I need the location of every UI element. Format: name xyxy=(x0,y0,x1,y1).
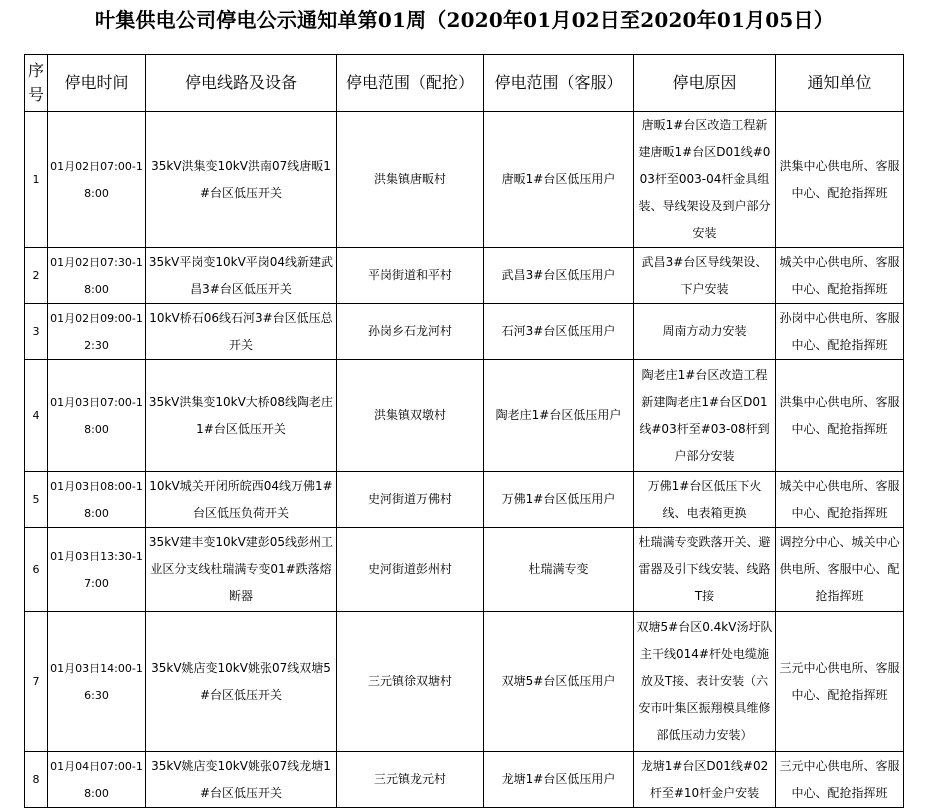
table-row xyxy=(25,612,904,752)
cell-line: 10kV桥石06线石河3#台区低压总开关 xyxy=(146,304,337,360)
table-row xyxy=(25,472,904,528)
cell-time: 01月03日13:30-17:00 xyxy=(48,528,146,612)
cell-notify: 三元中心供电所、客服中心、配抢指挥班 xyxy=(776,752,904,808)
cell-seq: 2 xyxy=(25,248,48,304)
cell-line: 35kV洪集变10kV洪南07线唐畈1#台区低压开关 xyxy=(146,112,337,248)
cell-area-service: 石河3#台区低压用户 xyxy=(484,304,634,360)
header-reason: 停电原因 xyxy=(634,55,776,112)
cell-reason: 周南方动力安装 xyxy=(634,304,776,360)
cell-seq: 3 xyxy=(25,304,48,360)
cell-area-repair: 平岗街道和平村 xyxy=(337,248,484,304)
cell-notify: 调控分中心、城关中心供电所、客服中心、配抢指挥班 xyxy=(776,528,904,612)
cell-area-service: 杜瑞满专变 xyxy=(484,528,634,612)
cell-seq: 1 xyxy=(25,112,48,248)
cell-area-repair: 孙岗乡石龙河村 xyxy=(337,304,484,360)
cell-area-repair: 史河街道彭州村 xyxy=(337,528,484,612)
cell-area-repair: 洪集镇唐畈村 xyxy=(337,112,484,248)
cell-reason: 双塘5#台区0.4kV汤圩队主干线014#杆处电缆施放及T接、表计安装（六安市叶集区振翔模具维修部低压动力安装） xyxy=(634,612,776,752)
table-row xyxy=(25,752,904,808)
outage-notice-table xyxy=(24,54,904,808)
cell-area-service: 万佛1#台区低压用户 xyxy=(484,472,634,528)
cell-area-repair: 洪集镇双墩村 xyxy=(337,360,484,472)
header-time: 停电时间 xyxy=(48,55,146,112)
cell-time: 01月03日07:00-18:00 xyxy=(48,360,146,472)
cell-line: 35kV姚店变10kV姚张07线龙塘1#台区低压开关 xyxy=(146,752,337,808)
cell-time: 01月02日09:00-12:30 xyxy=(48,304,146,360)
cell-area-repair: 三元镇龙元村 xyxy=(337,752,484,808)
table-row xyxy=(25,528,904,612)
cell-notify: 洪集中心供电所、客服中心、配抢指挥班 xyxy=(776,360,904,472)
cell-time: 01月03日08:00-18:00 xyxy=(48,472,146,528)
cell-seq: 8 xyxy=(25,752,48,808)
table-row xyxy=(25,112,904,248)
cell-seq: 5 xyxy=(25,472,48,528)
cell-area-service: 唐畈1#台区低压用户 xyxy=(484,112,634,248)
cell-time: 01月03日14:00-16:30 xyxy=(48,612,146,752)
cell-seq: 7 xyxy=(25,612,48,752)
cell-line: 35kV平岗变10kV平岗04线新建武昌3#台区低压开关 xyxy=(146,248,337,304)
cell-notify: 孙岗中心供电所、客服中心、配抢指挥班 xyxy=(776,304,904,360)
cell-line: 35kV姚店变10kV姚张07线双塘5#台区低压开关 xyxy=(146,612,337,752)
cell-line: 35kV洪集变10kV大桥08线陶老庄1#台区低压开关 xyxy=(146,360,337,472)
cell-area-service: 双塘5#台区低压用户 xyxy=(484,612,634,752)
cell-reason: 万佛1#台区低压下火线、电表箱更换 xyxy=(634,472,776,528)
cell-seq: 6 xyxy=(25,528,48,612)
header-seq: 序号 xyxy=(25,55,48,112)
header-area-service: 停电范围（客服） xyxy=(484,55,634,112)
cell-area-service: 龙塘1#台区低压用户 xyxy=(484,752,634,808)
cell-reason: 武昌3#台区导线架设、下户安装 xyxy=(634,248,776,304)
cell-notify: 洪集中心供电所、客服中心、配抢指挥班 xyxy=(776,112,904,248)
table-row xyxy=(25,304,904,360)
table-row xyxy=(25,248,904,304)
header-area-repair: 停电范围（配抢） xyxy=(337,55,484,112)
cell-line: 10kV城关开闭所皖西04线万佛1#台区低压负荷开关 xyxy=(146,472,337,528)
cell-reason: 龙塘1#台区D01线#02杆至#10杆金户安装 xyxy=(634,752,776,808)
cell-reason: 唐畈1#台区改造工程新建唐畈1#台区D01线#003杆至003-04杆金具组装、导线架设及到户部分安装 xyxy=(634,112,776,248)
table-row xyxy=(25,360,904,472)
cell-notify: 城关中心供电所、客服中心、配抢指挥班 xyxy=(776,248,904,304)
cell-time: 01月02日07:30-18:00 xyxy=(48,248,146,304)
cell-notify: 城关中心供电所、客服中心、配抢指挥班 xyxy=(776,472,904,528)
cell-time: 01月04日07:00-18:00 xyxy=(48,752,146,808)
table-header-row xyxy=(25,55,904,112)
cell-area-repair: 史河街道万佛村 xyxy=(337,472,484,528)
page-title: 叶集供电公司停电公示通知单第01周（2020年01月02日至2020年01月05日） xyxy=(95,8,834,32)
cell-time: 01月02日07:00-18:00 xyxy=(48,112,146,248)
cell-seq: 4 xyxy=(25,360,48,472)
cell-reason: 杜瑞满专变跌落开关、避雷器及引下线安装、线路T接 xyxy=(634,528,776,612)
cell-notify: 三元中心供电所、客服中心、配抢指挥班 xyxy=(776,612,904,752)
cell-area-service: 陶老庄1#台区低压用户 xyxy=(484,360,634,472)
header-line: 停电线路及设备 xyxy=(146,55,337,112)
cell-area-repair: 三元镇徐双塘村 xyxy=(337,612,484,752)
header-notify: 通知单位 xyxy=(776,55,904,112)
cell-area-service: 武昌3#台区低压用户 xyxy=(484,248,634,304)
cell-line: 35kV建丰变10kV建彭05线彭州工业区分支线杜瑞满专变01#跌落熔断器 xyxy=(146,528,337,612)
cell-reason: 陶老庄1#台区改造工程新建陶老庄1#台区D01线#03杆至#03-08杆到户部分安装 xyxy=(634,360,776,472)
